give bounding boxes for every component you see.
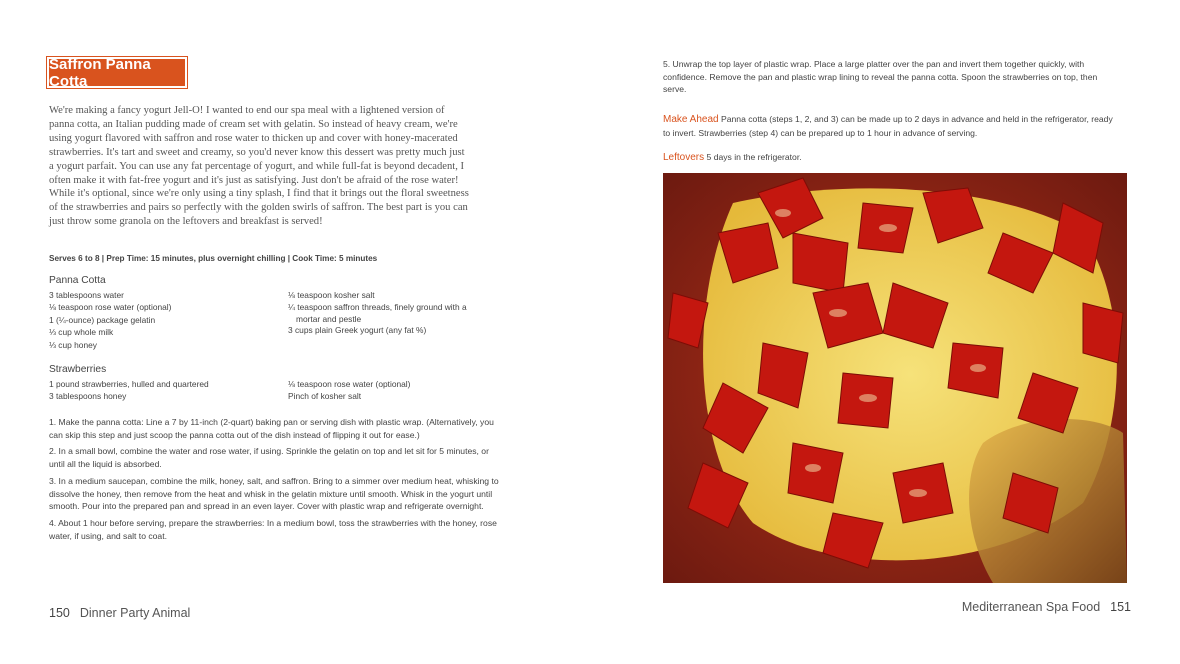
left-footer	[49, 606, 190, 620]
step-3: 3. In a medium saucepan, combine the milk, honey, salt, and saffron. Bring to a simmer over medium heat, whisking to dissolve the honey, then remove from the heat and whisk in the gelatin mixture until smooth. Whisk in the yogurt until smooth. Pour into the prepared pan and spread in an even layer. Cover with plastic wrap and refrigerate overnight.	[49, 475, 499, 512]
page-number: 151	[1110, 600, 1131, 614]
step-5: 5. Unwrap the top layer of plastic wrap. Place a large platter over the pan and invert them together quickly, with confidence. Remove the pan and plastic wrap lining to reveal the panna cotta. Spoon the strawberries on top, then serve.	[663, 59, 1098, 95]
leftovers-text: 5 days in the refrigerator.	[706, 152, 802, 162]
ingredient-continuation: mortar and pestle	[296, 313, 362, 324]
leftovers-note	[663, 151, 1113, 165]
recipe-title: Saffron Panna Cotta	[49, 59, 185, 86]
ingredient: ⅓ cup whole milk	[49, 327, 114, 338]
ingredient: ¼ teaspoon saffron threads, finely ground with a	[288, 302, 467, 313]
step-1: 1. Make the panna cotta: Line a 7 by 11-inch (2-quart) baking pan or serving dish with plastic wrap. (Alternatively, you can skip this step and just scoop the panna cotta out of the dish instead of flipping it out for ease.)	[49, 417, 494, 440]
recipe-title-box	[46, 56, 188, 89]
strawberry-panna-cotta-illustration	[663, 173, 1127, 583]
ingredient: ⅛ teaspoon kosher salt	[288, 290, 375, 300]
ingredients-strawberries-col1	[49, 378, 209, 403]
ingredient: 3 tablespoons honey	[49, 391, 127, 402]
ingredient: 3 tablespoons water	[49, 290, 124, 300]
intro-paragraph: We're making a fancy yogurt Jell-O! I wanted to end our spa meal with a lightened version of panna cotta, an Italian pudding made of cream set with gelatin. So instead of heavy cream, we're using yogurt flavored with saffron and rose water to thicken up and cover with honey-macerated strawberries. It's tart and sweet and creamy, so you'd never know this dessert was pretty much just a yogurt parfait. You can use any fat percentage of yogurt, and while full-fat is beyond decadent, I often make it with fat-free yogurt and it's just as satisfying. Just don't be afraid of the rose water! While it's optional, since we're only using a tiny splash, I find that it brings out the floral sweetness of the strawberries and pairs so perfectly with the golden swirls of saffron. The best part is you can just throw some granola on the leftovers and breakfast is served!	[49, 105, 469, 228]
running-head: Mediterranean Spa Food	[961, 600, 1101, 614]
recipe-meta: Serves 6 to 8 | Prep Time: 15 minutes, plus overnight chilling | Cook Time: 5 minutes	[49, 254, 378, 263]
right-page	[590, 0, 1180, 664]
ingredients-panna-cotta-col2	[288, 289, 467, 336]
ingredients-strawberries-col2	[288, 378, 410, 403]
right-footer	[962, 600, 1131, 614]
method-steps	[49, 416, 504, 546]
panna-cotta-photo	[663, 173, 1127, 583]
leftovers-label: Leftovers	[663, 152, 705, 163]
ingredient: 1 (¼-ounce) package gelatin	[49, 314, 156, 325]
ingredient: ⅛ teaspoon rose water (optional)	[288, 379, 411, 389]
ingredient: 1 pound strawberries, hulled and quartered	[49, 379, 209, 389]
step-4: 4. About 1 hour before serving, prepare the strawberries: In a medium bowl, toss the strawberries with the honey, rose water, if using, and salt to coat.	[49, 517, 497, 541]
ingredient: Pinch of kosher salt	[288, 391, 362, 402]
ingredient: ⅛ teaspoon rose water (optional)	[49, 302, 172, 313]
make-ahead-label: Make Ahead	[663, 114, 719, 125]
make-ahead-note	[663, 113, 1113, 139]
page-number: 150	[49, 606, 70, 620]
section-heading-strawberries: Strawberries	[49, 364, 107, 375]
ingredients-panna-cotta-col1	[49, 289, 171, 351]
running-head: Dinner Party Animal	[79, 606, 191, 620]
ingredient: 3 cups plain Greek yogurt (any fat %)	[288, 324, 427, 335]
make-ahead-text: Panna cotta (steps 1, 2, and 3) can be made up to 2 days in advance and held in the refrigerator, ready to invert. Strawberries (step 4) can be prepared up to 1 hour in advance of serving.	[663, 114, 1113, 138]
step-2: 2. In a small bowl, combine the water and rose water, if using. Sprinkle the gelatin on top and let sit for 5 minutes, or until all the liquid is absorbed.	[49, 446, 489, 470]
ingredient: ⅓ cup honey	[49, 339, 97, 350]
section-heading-panna-cotta: Panna Cotta	[49, 275, 106, 286]
